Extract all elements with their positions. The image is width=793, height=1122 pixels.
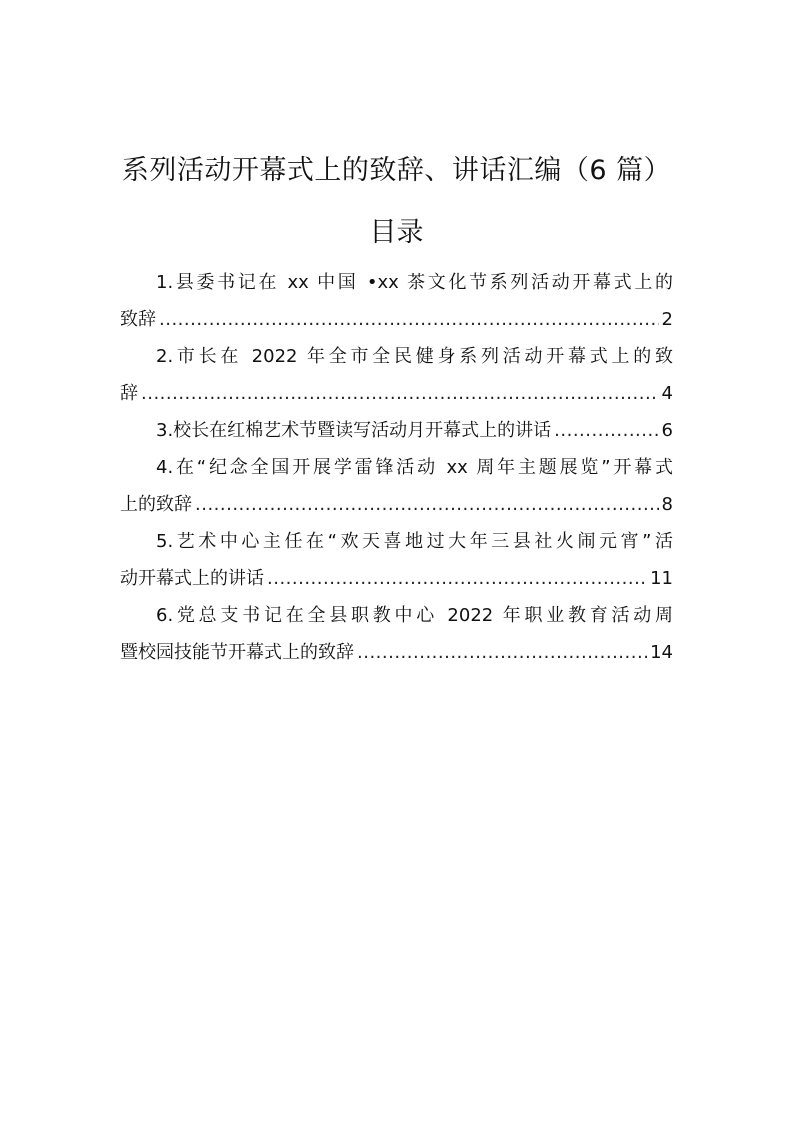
toc-page-number: 6 [661,420,673,441]
toc-dot-leader [554,412,658,449]
toc-entry-5[interactable] [120,523,673,597]
toc-dot-leader [357,634,647,671]
toc-entry-text-line: 3.校长在红棉艺术节暨读写活动月开幕式上的讲话 [156,420,552,441]
toc-entry-3[interactable] [120,412,673,449]
toc-dot-leader [267,560,647,597]
toc-entry-text-line: 2.市长在 2022 年全市全民健身系列活动开幕式上的致 [156,346,673,367]
toc-dot-leader [195,486,659,523]
document-title: 系列活动开幕式上的致辞、讲话汇编（6 篇） [121,155,672,186]
toc-page-number: 8 [661,494,673,515]
toc-entry-text-line: 致辞 [120,309,156,330]
toc-entry-text-line: 动开幕式上的讲话 [120,568,264,589]
toc-entry-text-line: 上的致辞 [120,494,192,515]
toc-entry-6[interactable] [120,597,673,671]
toc-entry-text-line: 5.艺术中心主任在“欢天喜地过大年三县社火闹元宵”活 [156,531,673,552]
toc-entry-text-line: 1.县委书记在 xx 中国 •xx 茶文化节系列活动开幕式上的 [156,272,673,293]
toc-entry-1[interactable] [120,264,673,338]
toc-page-number: 4 [661,383,673,404]
toc-page-number: 2 [661,309,673,330]
toc-entry-text-line: 4.在“纪念全国开展学雷锋活动 xx 周年主题展览”开幕式 [156,457,673,478]
toc-heading: 目录 [369,217,424,248]
toc-entry-text-line: 辞 [120,383,138,404]
table-of-contents [120,264,673,671]
toc-entry-4[interactable] [120,449,673,523]
toc-entry-text-line: 6.党总支书记在全县职教中心 2022 年职业教育活动周 [156,605,673,626]
toc-page-number: 14 [650,642,673,663]
toc-dot-leader [141,375,659,412]
toc-entry-text-line: 暨校园技能节开幕式上的致辞 [120,642,354,663]
toc-entry-2[interactable] [120,338,673,412]
toc-page-number: 11 [650,568,673,589]
toc-dot-leader [159,301,659,338]
